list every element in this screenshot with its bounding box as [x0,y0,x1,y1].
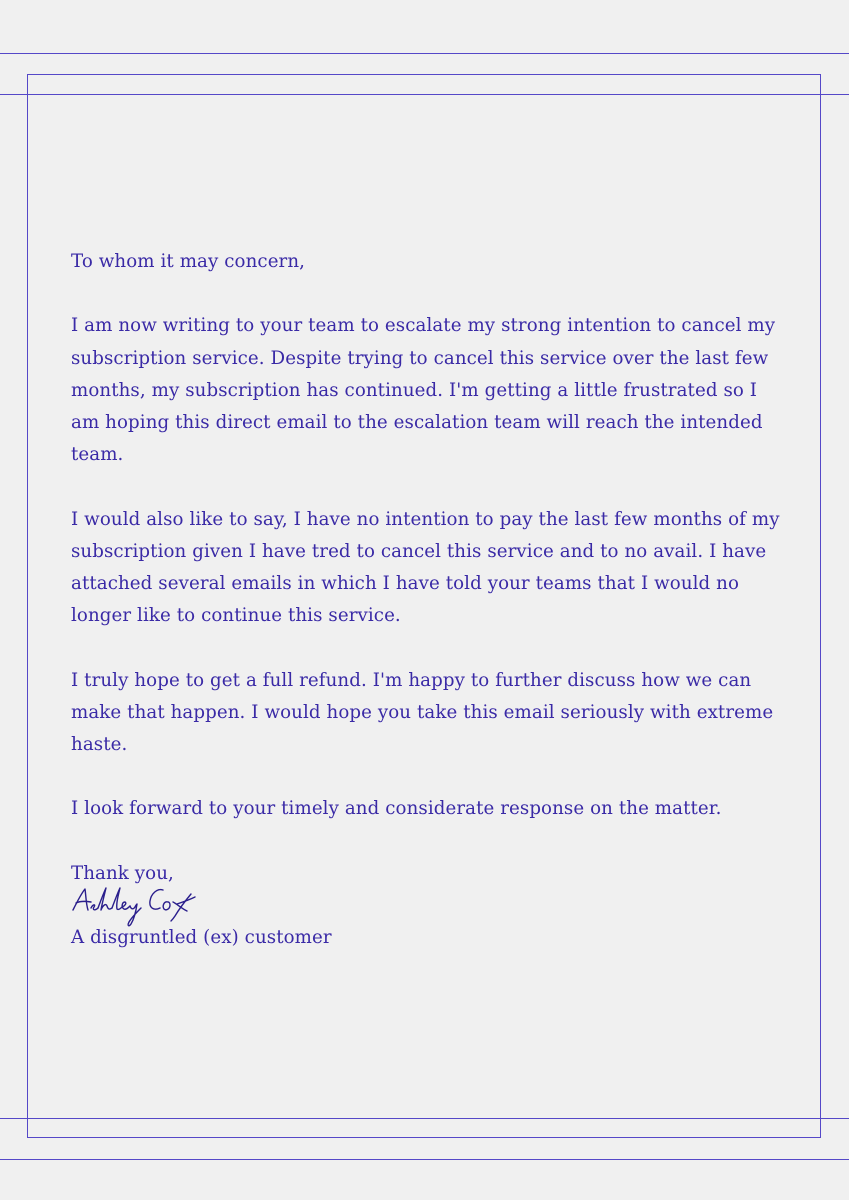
paragraph-closing-remark: I look forward to your timely and considerate response on the matter. [71,798,722,820]
signature-block [71,858,791,955]
top-rule-outer [0,53,849,54]
paragraph-refund: I truly hope to get a full refund. I'm happy to further discuss how we can make that happen. I would hope you take this email seriously with extreme haste. [71,669,774,755]
letter-body [71,246,791,954]
handwritten-signature [71,890,791,922]
paragraph-payment: I would also like to say, I have no intention to pay the last few months of my subscription given I have tred to cancel this service and to no avail. I have attached several emails in which I have told your teams that I would no longer like to continue this service. [71,508,780,627]
bottom-rule-outer [0,1159,849,1160]
closing: Thank you, [71,862,174,884]
signature-image [71,884,211,930]
signer-title: A disgruntled (ex) customer [71,927,332,949]
salutation: To whom it may concern, [71,251,306,272]
paragraph-escalation: I am now writing to your team to escalate my strong intention to cancel my subscription service. Despite trying to cancel this service over the last few months, my subscription has continued. I'm getting a little frustrated so I am hoping this direct email to the escalation team will reach the intended team. [71,315,776,466]
